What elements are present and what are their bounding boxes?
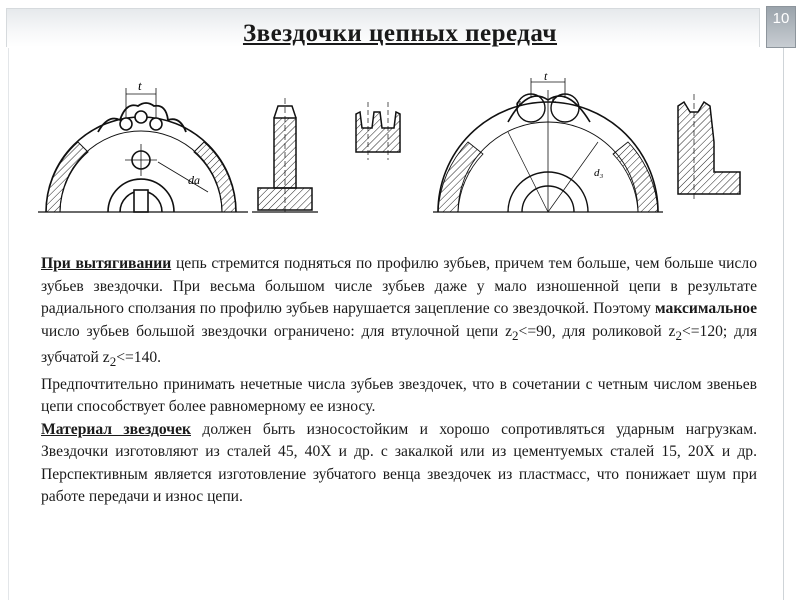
slide-title: Звездочки цепных передач <box>242 20 558 47</box>
label-t2: t <box>544 72 548 83</box>
text-run: <=90, для роликовой z <box>518 322 676 340</box>
paragraph-odd-teeth: Предпочтительно принимать нечетные числа зубьев звездочек, что в сочетании с четным числом звеньев цепи способствует более равномерному ее износу. <box>41 375 757 416</box>
tooth-profile-section <box>356 102 400 160</box>
lead-material: Материал звездочек <box>41 420 191 438</box>
tooth-profile-construction <box>433 78 663 212</box>
subscript: 2 <box>512 327 519 343</box>
sprocket-drawings <box>38 72 758 232</box>
label-c: c <box>552 94 557 105</box>
text-run: число зубьев большой звездочки ограничено: для втулочной цепи z <box>41 322 513 340</box>
label-a: a <box>516 98 521 109</box>
body-text <box>41 253 757 509</box>
bold-maximum: максимальное <box>655 300 757 317</box>
text-run: <=120; для зубчатой z <box>41 322 757 367</box>
label-t1: t <box>138 78 142 93</box>
paragraph-material <box>41 419 757 509</box>
text-run: должен быть износостойким и хорошо сопротивляться ударным нагрузкам. Звездочки изготовляют из сталей 45, 40Х и др. с закалкой или из цементуемых сталей 15, 20Х и др. Перспективным является изготовление зубчатого венца звездочек из пластмасс, что понижает шум при работе передачи и износ цепи. <box>41 420 757 506</box>
subscript: 2 <box>675 327 682 343</box>
sprocket-side-section <box>252 98 318 214</box>
subscript: 2 <box>109 354 117 370</box>
text-run: цепь стремится подняться по профилю зубьев, причем тем больше, чем больше число зубьев звездочки. При весьма большом числе зубьев даже у мало изношенной цепи в результате радиального сползания по профилю зубьев нарушается зацепление со звездочкой. Поэтому <box>41 255 757 317</box>
slide-number: 10 <box>772 10 790 27</box>
rim-section <box>678 94 740 202</box>
left-border-line <box>8 48 9 600</box>
right-border-line <box>783 48 784 600</box>
text-run: <=140. <box>116 349 162 367</box>
label-da2: d₃ <box>594 167 604 179</box>
lead-stretching: При вытягивании <box>41 255 172 272</box>
label-da1: da <box>188 173 200 187</box>
paragraph-max-teeth <box>41 253 757 374</box>
sprocket-front-view <box>38 88 248 212</box>
